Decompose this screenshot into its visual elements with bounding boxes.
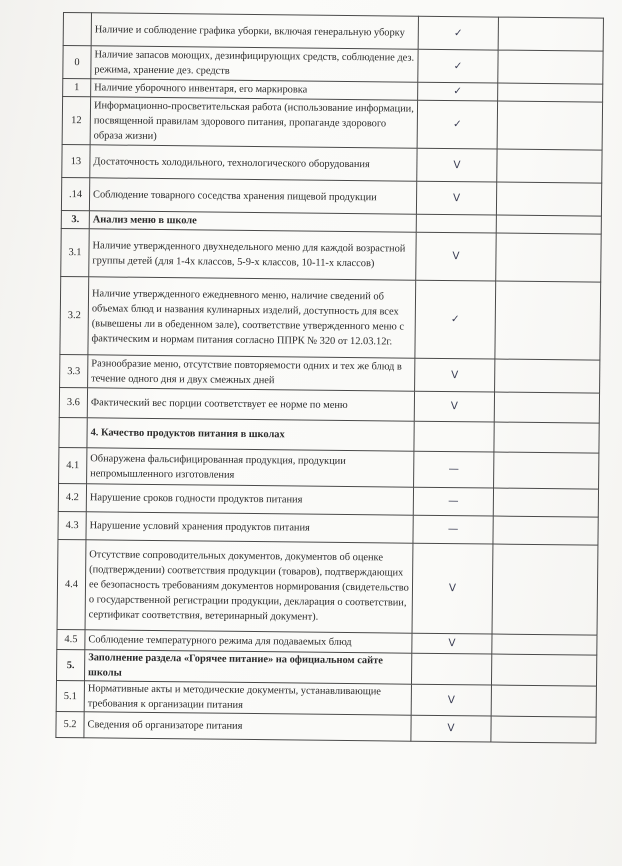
row-number: 3.3 [60, 354, 88, 387]
row-criterion: Достаточность холодильного, технологического оборудования [90, 145, 417, 181]
row-empty-cell [496, 182, 601, 216]
row-number: 4.2 [58, 483, 86, 511]
row-criterion: Наличие утвержденного двухнедельного меню для каждой возрастной группы детей (для 1-4х классов, 5-9-х классов, 10-11-х классов) [89, 229, 416, 280]
row-checkmark: V [411, 715, 491, 742]
row-checkmark: V [415, 358, 495, 392]
row-criterion: Нормативные акты и методические документы, устанавливающие требования к организации питания [84, 681, 411, 715]
row-number: 3.2 [60, 276, 89, 354]
row-criterion: Нарушение условий хранения продуктов питания [86, 512, 413, 543]
row-number [63, 13, 91, 46]
row-checkmark: V [417, 148, 497, 182]
row-criterion: 4. Качество продуктов питания в школах [87, 418, 414, 451]
row-criterion: Заполнение раздела «Горячее питание» на официальном сайте школы [84, 650, 411, 684]
row-criterion: Наличие уборочного инвентаря, его маркировка [91, 79, 418, 100]
row-checkmark: ✓ [418, 49, 498, 83]
row-number: 0 [63, 46, 91, 79]
row-checkmark [414, 421, 494, 452]
row-checkmark [416, 214, 496, 233]
row-empty-cell [498, 50, 603, 84]
row-number: 4.1 [59, 447, 87, 483]
row-number: 4.5 [57, 629, 85, 649]
row-criterion: Соблюдение температурного режима для подаваемых блюд [85, 630, 412, 653]
row-number: 5.1 [56, 680, 84, 711]
row-empty-cell [492, 634, 597, 655]
row-checkmark: ✓ [418, 82, 498, 101]
row-number: 1 [63, 79, 91, 97]
row-number: 5.2 [56, 711, 84, 737]
row-number: 4.4 [57, 539, 86, 629]
checklist-row [63, 46, 603, 85]
row-checkmark: — [413, 515, 493, 544]
row-empty-cell [495, 281, 601, 360]
row-empty-cell [497, 101, 602, 150]
row-checkmark: V [412, 633, 492, 654]
row-criterion: Обнаружена фальсифицированная продукция, продукции непромышленного изготовления [87, 448, 414, 487]
row-number: 3.6 [59, 387, 87, 417]
row-empty-cell [497, 149, 602, 183]
checklist-row [59, 447, 599, 489]
row-checkmark: V [412, 543, 493, 634]
row-criterion: Нарушение сроков годности продуктов питания [86, 484, 413, 515]
checklist-row [60, 276, 601, 360]
row-checkmark: ✓ [415, 280, 496, 359]
row-number: 3. [61, 210, 89, 228]
checklist-row [62, 144, 602, 183]
checklist-row [56, 680, 596, 717]
row-number: 3.1 [61, 228, 90, 276]
row-empty-cell [493, 488, 598, 517]
checklist-row [56, 711, 596, 743]
row-empty-cell [496, 215, 601, 234]
row-number: .14 [61, 177, 89, 210]
row-empty-cell [498, 83, 603, 102]
row-checkmark: ✓ [418, 16, 498, 50]
row-empty-cell [492, 544, 598, 635]
row-criterion: Анализ меню в школе [89, 211, 416, 232]
row-empty-cell [491, 654, 596, 686]
row-empty-cell [498, 17, 603, 51]
checklist-row [62, 97, 602, 151]
row-empty-cell [491, 685, 596, 717]
row-checkmark: V [416, 232, 496, 281]
row-criterion: Наличие запасов моющих, дезинфицирующих средств, соблюдение дез. режима, хранение дез. средств [91, 46, 418, 82]
row-criterion: Отсутствие сопроводительных документов, документов об оценке (подтверждении) соответствия продукции (товаров), подтверждающих ее безопасность требованиям документов нормирования (свидетельство о государственной регистрации продукции, декларация о соответствии, сертификат соответствия, ветеринарный документ). [85, 540, 413, 633]
row-criterion: Информационно-просветительская работа (использование информации, посвященной правилам здорового питания, пропаганде здорового образа жизни) [90, 97, 417, 148]
row-empty-cell [495, 359, 600, 393]
checklist-row [61, 228, 601, 282]
row-criterion: Соблюдение товарного соседства хранения пищевой продукции [89, 178, 416, 214]
row-checkmark: — [414, 451, 494, 488]
row-criterion: Сведения об организаторе питания [84, 712, 411, 741]
row-number: 13 [62, 144, 90, 177]
row-checkmark: — [413, 487, 493, 516]
row-criterion: Наличие и соблюдение графика уборки, включая генеральную уборку [91, 13, 418, 49]
row-criterion: Наличие утвержденного ежедневного меню, наличие сведений об объемах блюд и названия кулинарных изделий, доступность для всех (вывешены ли в обеденном зале), соответствие утвержденного меню с фактическим и нормам питания согласно ППРК № 320 от 12.03.12г. [88, 277, 416, 358]
row-checkmark: V [411, 684, 491, 716]
row-criterion: Фактический вес порции соответствует ее норме по меню [87, 388, 414, 421]
row-number: 5. [56, 649, 84, 680]
row-checkmark: ✓ [417, 100, 497, 149]
row-empty-cell [494, 392, 599, 423]
row-criterion: Разнообразие меню, отсутствие повторяемости одних и тех же блюд в течение одного дня и двух смежных дней [88, 355, 415, 391]
row-checkmark: V [416, 181, 496, 215]
row-empty-cell [491, 716, 596, 743]
row-checkmark: V [414, 391, 494, 422]
row-empty-cell [496, 233, 601, 282]
row-number: 12 [62, 97, 91, 145]
checklist-row [57, 539, 598, 635]
row-number [59, 417, 87, 447]
row-empty-cell [493, 516, 598, 545]
row-empty-cell [494, 452, 599, 489]
row-number: 4.3 [58, 511, 86, 539]
checklist-table [55, 12, 604, 744]
row-checkmark [411, 653, 491, 685]
checklist-row [60, 354, 600, 393]
row-empty-cell [494, 422, 599, 453]
